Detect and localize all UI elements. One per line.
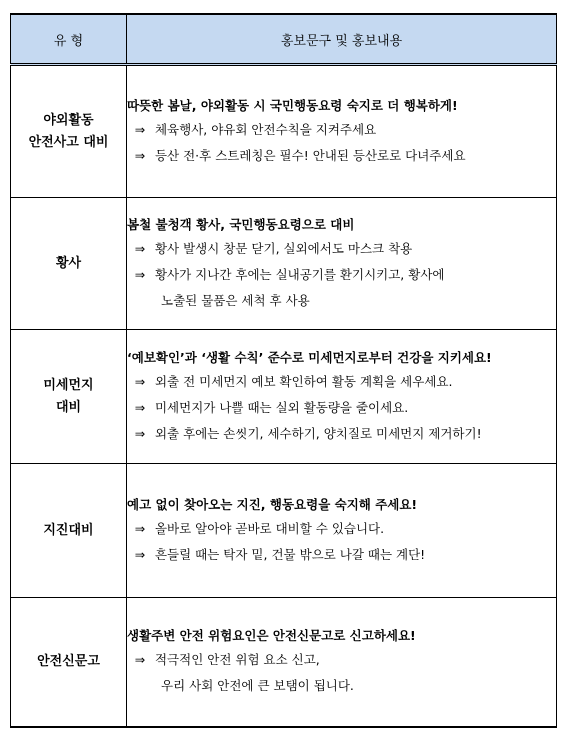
arrow-icon: ⇒	[134, 652, 146, 667]
item-text: 우리 사회 안전에 큰 보탬이 됩니다.	[161, 678, 354, 693]
item-text: 황사가 지나간 후에는 실내공기를 환기시키고, 황사에	[154, 266, 445, 282]
content-cell	[127, 598, 557, 728]
headline: ‘예보확인’과 ‘생활 수칙’ 준수로 미세먼지로부터 건강을 지키세요!	[127, 349, 492, 365]
type-cell	[11, 330, 127, 464]
headline: 봄철 불청객 황사, 국민행동요령으로 대비	[127, 216, 355, 232]
content-cell	[127, 65, 557, 198]
content-cell	[127, 198, 557, 330]
item-text: 올바로 알아야 곧바로 대비할 수 있습니다.	[154, 520, 385, 536]
type-label: 미세먼지	[43, 377, 94, 393]
table-row	[11, 598, 557, 728]
list-item	[127, 647, 556, 673]
type-cell	[11, 598, 127, 728]
item-text: 등산 전·후 스트레칭은 필수! 안내된 등산로로 다녀주세요	[154, 147, 466, 163]
type-label: 대비	[55, 399, 82, 415]
list-item	[127, 542, 556, 568]
type-label: 지진대비	[43, 522, 94, 538]
arrow-icon: ⇒	[134, 266, 146, 282]
headline: 따뜻한 봄날, 야외활동 시 국민행동요령 숙지로 더 행복하게!	[127, 97, 458, 113]
type-cell	[11, 198, 127, 330]
item-text: 노출된 물품은 세척 후 사용	[161, 292, 310, 308]
arrow-icon: ⇒	[134, 240, 146, 256]
list-item	[127, 421, 556, 447]
list-item-continuation	[127, 288, 556, 314]
item-text: 체육행사, 야유회 안전수칙을 지켜주세요	[154, 121, 377, 137]
type-label: 안전사고 대비	[28, 134, 109, 150]
arrow-icon: ⇒	[134, 147, 146, 163]
list-item	[127, 516, 556, 542]
table-row	[11, 65, 557, 198]
item-text: 외출 후에는 손씻기, 세수하기, 양치질로 미세먼지 제거하기!	[154, 425, 482, 441]
table-row	[11, 330, 557, 464]
arrow-icon: ⇒	[134, 121, 146, 137]
header-type: 유 형	[11, 14, 127, 65]
table-row	[11, 464, 557, 598]
list-item	[127, 143, 556, 169]
list-item	[127, 236, 556, 262]
headline: 예고 없이 찾아오는 지진, 행동요령을 숙지해 주세요!	[127, 496, 418, 512]
pr-table	[10, 13, 557, 728]
header-content: 홍보문구 및 홍보내용	[127, 14, 557, 65]
table-row	[11, 198, 557, 330]
item-text: 미세먼지가 나쁠 때는 실외 활동량을 줄이세요.	[154, 399, 409, 415]
headline: 생활주변 안전 위험요인은 안전신문고로 신고하세요!	[127, 628, 416, 643]
arrow-icon: ⇒	[134, 520, 146, 536]
type-label: 안전신문고	[37, 654, 100, 669]
item-text: 적극적인 안전 위험 요소 신고,	[154, 652, 320, 667]
list-item	[127, 395, 556, 421]
content-cell	[127, 464, 557, 598]
content-cell	[127, 330, 557, 464]
type-cell	[11, 464, 127, 598]
item-text: 황사 발생시 창문 닫기, 실외에서도 마스크 착용	[154, 240, 413, 256]
type-label: 야외활동	[43, 112, 94, 128]
item-text: 흔들릴 때는 탁자 밑, 건물 밖으로 나갈 때는 계단!	[154, 546, 426, 562]
type-cell	[11, 65, 127, 198]
header-row	[11, 14, 557, 65]
list-item-continuation	[127, 673, 556, 699]
arrow-icon: ⇒	[134, 399, 146, 415]
arrow-icon: ⇒	[134, 546, 146, 562]
list-item	[127, 117, 556, 143]
list-item	[127, 262, 556, 288]
arrow-icon: ⇒	[134, 425, 146, 441]
item-text: 외출 전 미세먼지 예보 확인하여 활동 계획을 세우세요.	[154, 373, 453, 389]
type-label: 황사	[55, 255, 82, 271]
arrow-icon: ⇒	[134, 373, 146, 389]
list-item	[127, 369, 556, 395]
